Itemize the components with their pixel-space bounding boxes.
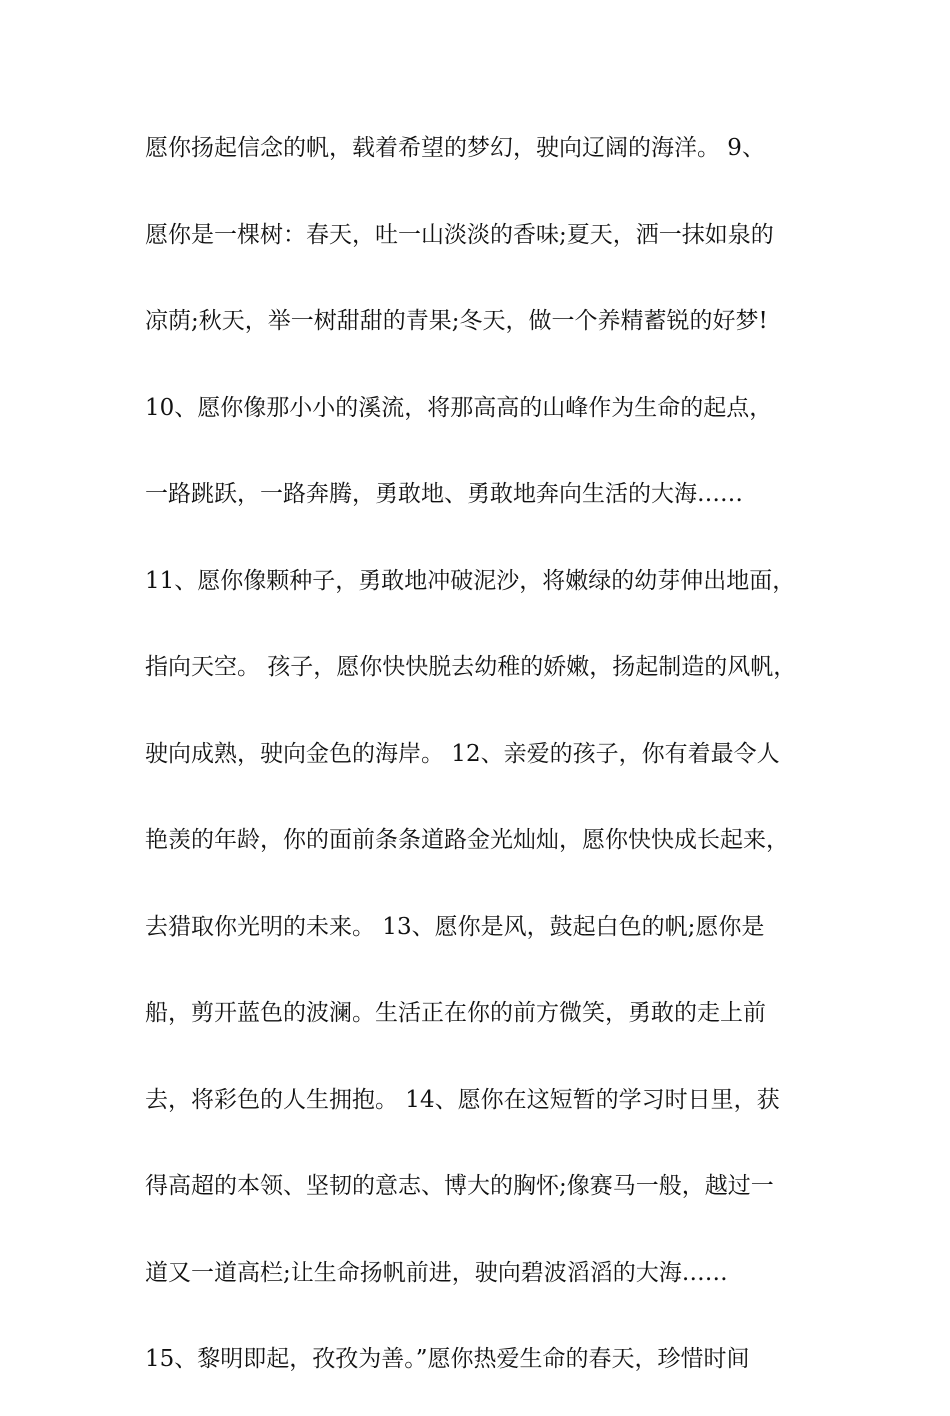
text-line-7: 指向天空。 孩子，愿你快快脱去幼稚的娇嫩，扬起制造的风帆， bbox=[145, 654, 797, 680]
text-line-5: 一路跳跃，一路奔腾，勇敢地、勇敢地奔向生活的大海…… bbox=[145, 481, 743, 507]
text-line-15: 15、黎明即起，孜孜为善。”愿你热爱生命的春天，珍惜时间 bbox=[145, 1346, 750, 1372]
body-text bbox=[145, 118, 825, 1416]
text-line-4: 10、愿你像那小小的溪流，将那高高的山峰作为生命的起点， bbox=[145, 394, 773, 421]
text-line-10: 去猎取你光明的未来。 13、愿你是风，鼓起白色的帆;愿你是 bbox=[145, 913, 765, 940]
text-line-14: 道又一道高栏;让生命扬帆前进，驶向碧波滔滔的大海…… bbox=[145, 1259, 728, 1286]
text-line-2: 愿你是一棵树：春天，吐一山淡淡的香味;夏天，洒一抹如泉的 bbox=[145, 221, 774, 248]
text-line-13: 得高超的本领、坚韧的意志、博大的胸怀;像赛马一般，越过一 bbox=[145, 1173, 774, 1199]
text-line-12: 去，将彩色的人生拥抱。 14、愿你在这短暂的学习时日里，获 bbox=[145, 1086, 780, 1113]
text-line-3: 凉荫;秋天，举一树甜甜的青果;冬天，做一个养精蓄锐的好梦! bbox=[145, 308, 768, 334]
text-line-6: 11、愿你像颗种子，勇敢地冲破泥沙，将嫩绿的幼芽伸出地面， bbox=[145, 567, 796, 594]
text-line-8: 驶向成熟，驶向金色的海岸。 12、亲爱的孩子，你有着最令人 bbox=[145, 740, 780, 767]
text-line-1: 愿你扬起信念的帆，载着希望的梦幻，驶向辽阔的海洋。 9、 bbox=[145, 135, 765, 161]
text-line-9: 艳羡的年龄，你的面前条条道路金光灿灿，愿你快快成长起来， bbox=[145, 827, 789, 853]
text-line-11: 船，剪开蓝色的波澜。生活正在你的前方微笑，勇敢的走上前 bbox=[145, 1000, 766, 1026]
